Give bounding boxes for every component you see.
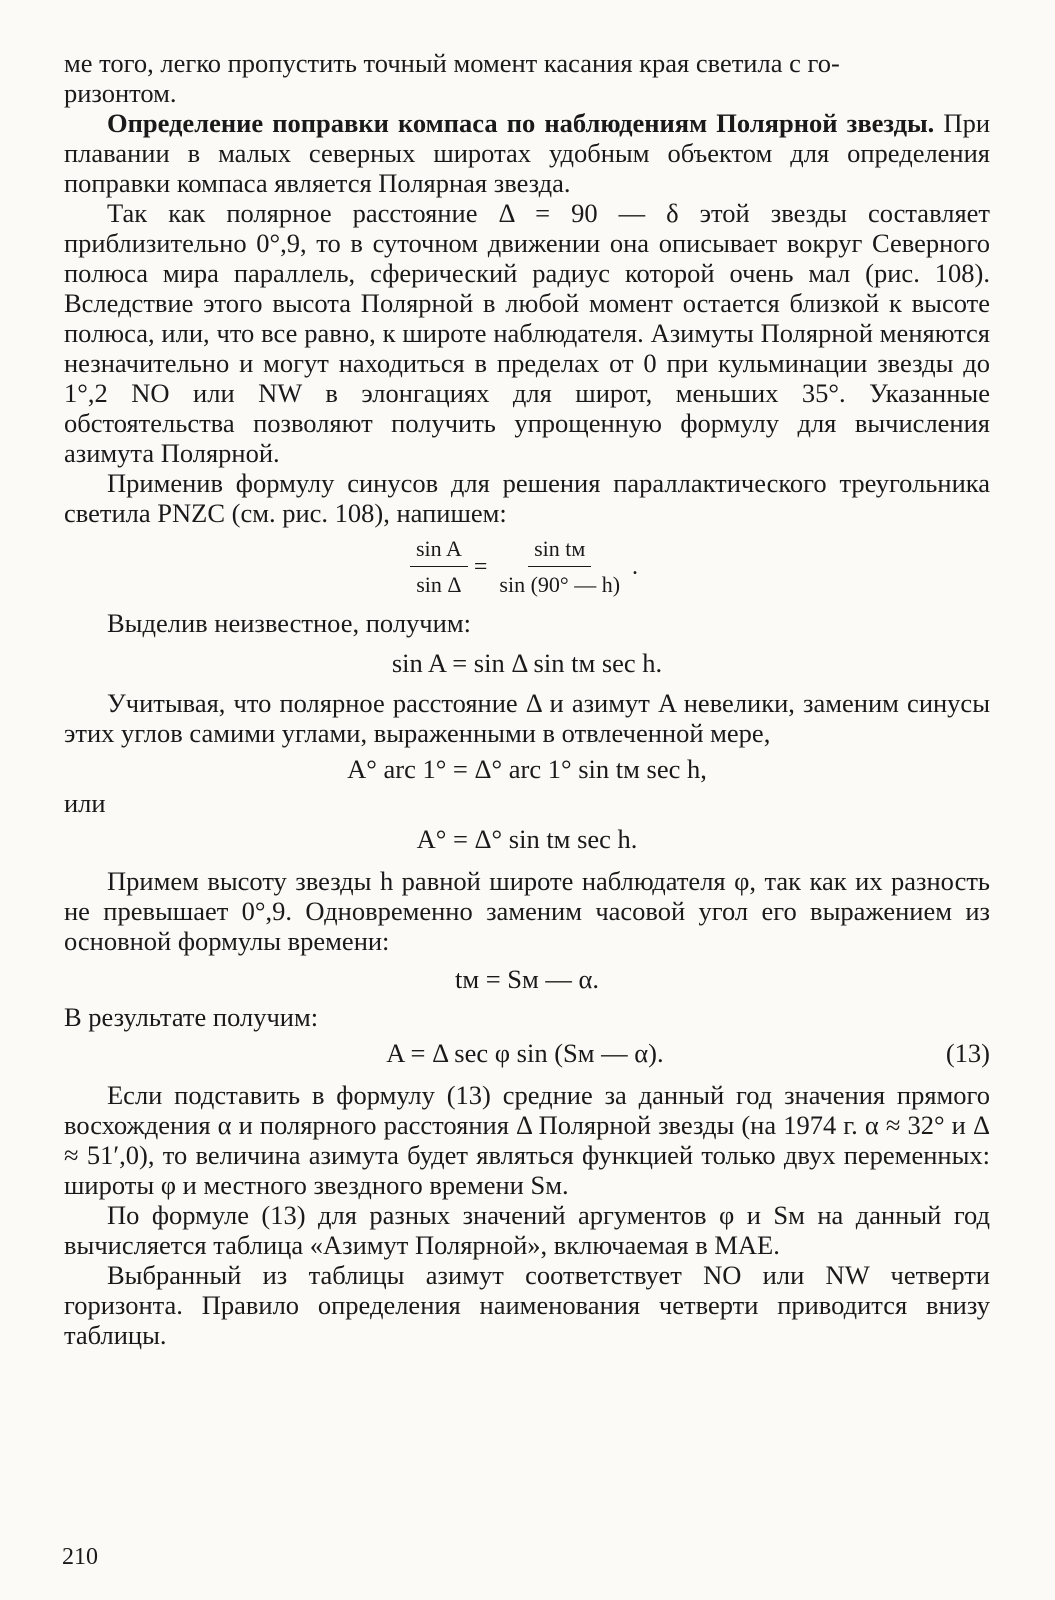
- formula: A = Δ sec φ sin (Sм — α).: [386, 1038, 664, 1068]
- text-or: или: [64, 788, 106, 818]
- formula: A° = Δ° sin tм sec h.: [416, 824, 638, 854]
- paragraph-compass-correction: [64, 108, 990, 198]
- paragraph: Выбранный из таблицы азимут соответствует NO или NW четверти горизонта. Правило определения наименования четверти приводится внизу таблицы.: [64, 1260, 990, 1350]
- paragraph-text: При плавании в малых северных широтах удобным объектом для определения поправки компаса является Полярная звезда.: [64, 108, 990, 198]
- period: .: [632, 554, 639, 580]
- paragraph: Так как полярное расстояние Δ = 90 — δ этой звезды составляет приблизительно 0°,9, то в суточном движении она описывает вокруг Северного полюса мира параллель, сферический радиус которой очень мал (рис. 108). Вследствие этого высота Полярной в любой момент остается близкой к высоте полюса, или, что все равно, к широте наблюдателя. Азимуты Полярной меняются незначительно и могут находиться в пределах от 0 при кульминации звезды до 1°,2 NO или NW в элонгациях для широт, меньших 35°. Указанные обстоятельства позволяют получить упрощенную формулу для вычисления азимута Полярной.: [64, 198, 990, 468]
- formula: sin A = sin Δ sin tм sec h.: [391, 648, 663, 678]
- text-line: ме того, легко пропустить точный момент касания края светила с го-: [64, 48, 840, 78]
- text-line: ризонтом.: [64, 78, 177, 108]
- denominator: sin Δ: [416, 572, 462, 597]
- equals-sign: =: [473, 554, 488, 580]
- numerator: sin A: [410, 534, 468, 567]
- formula: A° arc 1° = Δ° arc 1° sin tм sec h,: [347, 754, 707, 784]
- paragraph: Применив формулу синусов для решения параллактического треугольника светила PNZC (см. рис. 108), напишем:: [64, 468, 990, 528]
- numerator: sin tм: [528, 534, 591, 567]
- formula: tм = Sм — α.: [454, 964, 600, 994]
- section-heading: Определение поправки компаса по наблюдениям Полярной звезды.: [107, 108, 935, 138]
- page-body: [64, 48, 990, 1350]
- equation-number: (13): [945, 1038, 990, 1068]
- paragraph: Учитывая, что полярное расстояние Δ и азимут A невелики, заменим синусы этих углов самими углами, выраженными в отвлеченной мере,: [64, 688, 990, 748]
- formula-sine-ratio: [64, 532, 990, 602]
- paragraph: Если подставить в формулу (13) средние за данный год значения прямого восхождения α и полярного расстояния Δ Полярной звезды (на 1974 г. α ≈ 32° и Δ ≈ 51′,0), то величина азимута будет являться функцией только двух переменных: широты φ и местного звездного времени Sм.: [64, 1080, 990, 1200]
- paragraph: В результате получим:: [64, 1002, 319, 1032]
- paragraph: Выделив неизвестное, получим:: [107, 608, 471, 638]
- paragraph: По формуле (13) для разных значений аргументов φ и Sм на данный год вычисляется таблица «Азимут Полярной», включаемая в МАЕ.: [64, 1200, 990, 1260]
- fraction-left: [410, 534, 468, 600]
- denominator: sin (90° — h): [499, 572, 621, 597]
- paragraph: Примем высоту звезды h равной широте наблюдателя φ, так как их разность не превышает 0°,9. Одновременно заменим часовой угол его выражением из основной формулы времени:: [64, 866, 990, 956]
- fraction-right: [493, 534, 626, 600]
- formula-13: [64, 1038, 990, 1068]
- page-number: 210: [62, 1544, 98, 1570]
